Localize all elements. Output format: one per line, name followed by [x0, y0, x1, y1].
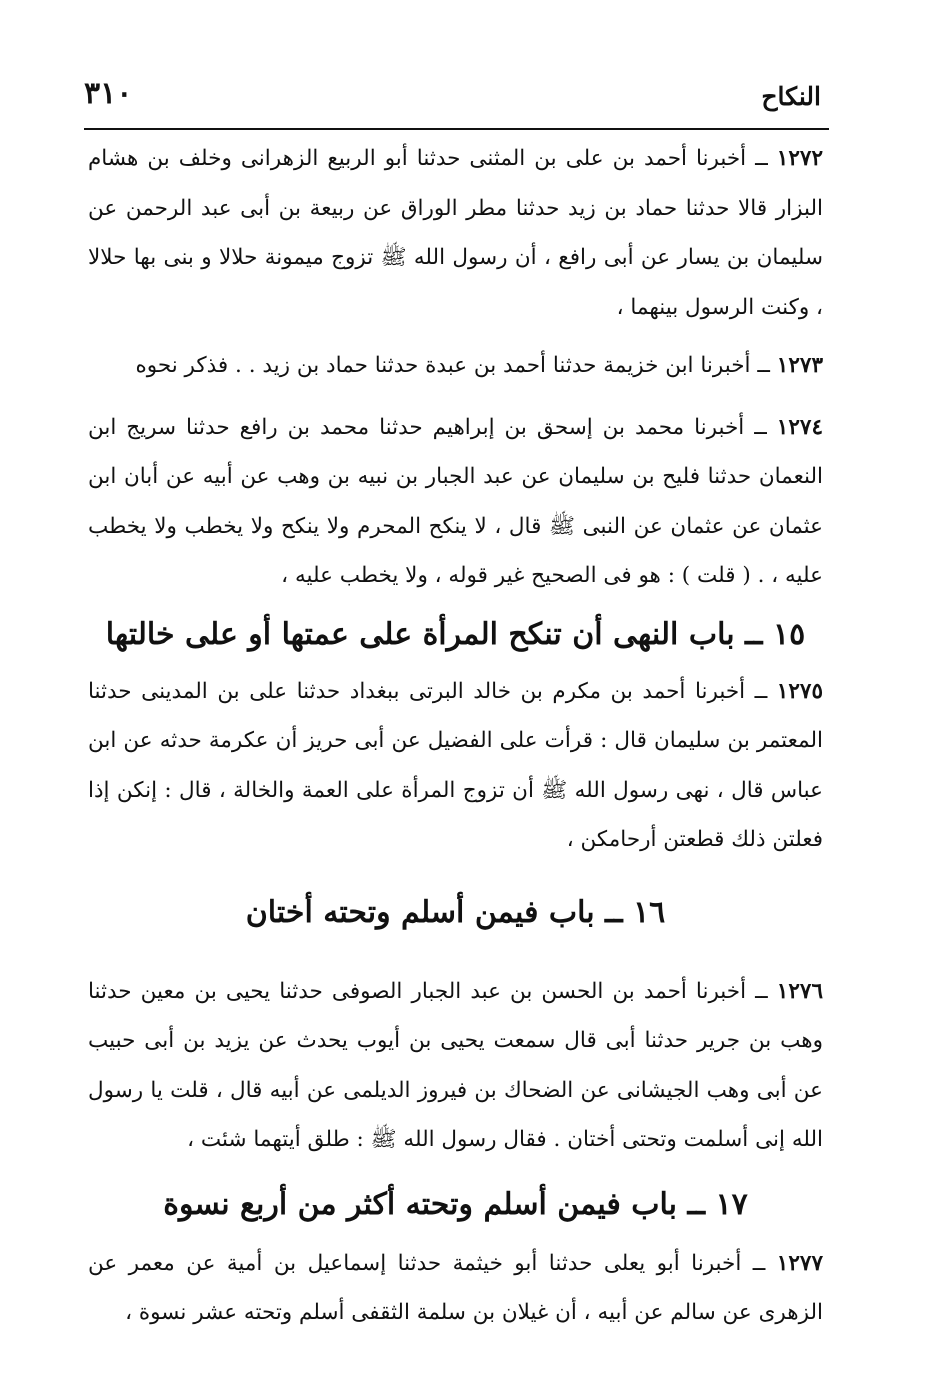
- hadith-text: ــ أخبرنا محمد بن إسحق بن إبراهيم حدثنا محمد بن رافع حدثنا سريج ابن النعمان حدثنا فليح بن سليمان عن عبد الجبار بن نبيه بن وهب عن أبيه عن أبان ابن عثمان عن عثمان عن النبى ﷺ قال ، لا ينكح المحرم ولا ينكح ولا يخطب ولا يخطب عليه ، . ( قلت ) : هو فى الصحيح غير قوله ، ولا يخطب عليه ،: [88, 414, 823, 588]
- chapter-title: النكاح: [761, 82, 821, 111]
- page-header: [84, 76, 821, 124]
- section-heading-16: ١٦ ــ باب فيمن أسلم وتحته أختان: [245, 894, 666, 930]
- hadith-text: ــ أخبرنا أبو يعلى حدثنا أبو خيثمة حدثنا إسماعيل بن أمية عن معمر عن الزهرى عن سالم عن أبيه ، أن غيلان بن سلمة الثقفى أسلم وتحته عشر نسوة ،: [88, 1250, 823, 1325]
- hadith-text: ــ أخبرنا أحمد بن مكرم بن خالد البرتى ببغداد حدثنا على بن المدينى حدثنا المعتمر بن سليمان قال : قرأت على الفضيل عن أبى حريز أن عكرمة حدثه عن ابن عباس قال ، نهى رسول الله ﷺ أن تزوج المرأة على العمة والخالة ، قال : إنكن إذا فعلتن ذلك قطعتن أرحامكن ،: [88, 678, 823, 852]
- hadith-number: ١٢٧٣: [776, 353, 823, 378]
- hadith-number: ١٢٧٢: [776, 146, 823, 171]
- page-body: [88, 134, 823, 1338]
- header-rule: [84, 128, 829, 130]
- hadith-1272: [88, 134, 823, 332]
- hadith-text: ــ أخبرنا أحمد بن على بن المثنى حدثنا أبو الربيع الزهرانى وخلف بن هشام البزار قالا حدثنا حماد بن زيد حدثنا مطر الوراق عن ربيعة بن أبى عبد الرحمن عن سليمان بن يسار عن أبى رافع ، أن رسول الله ﷺ تزوج ميمونة حلالا و بنى بها حلالا ، وكنت الرسول بينهما ،: [88, 146, 823, 320]
- hadith-text: ــ أخبرنا ابن خزيمة حدثنا أحمد بن عبدة حدثنا حماد بن زيد . . فذكر نحوه: [135, 353, 777, 378]
- hadith-1274: [88, 403, 823, 601]
- hadith-number: ١٢٧٤: [776, 414, 823, 440]
- hadith-text: ــ أخبرنا أحمد بن الحسن بن عبد الجبار الصوفى حدثنا يحيى بن معين حدثنا وهب بن جرير حدثنا أبى قال سمعت يحيى بن أيوب يحدث عن يزيد بن أبى حبيب عن أبى وهب الجيشانى عن الضحاك بن فيروز الديلمى عن أبيه قال ، قلت يا رسول الله إنى أسلمت وتحتى أختان . فقال رسول الله ﷺ : طلق أيتهما شئت ،: [88, 978, 823, 1152]
- hadith-1277: [88, 1239, 823, 1338]
- hadith-1275: [88, 667, 823, 865]
- hadith-number: ١٢٧٧: [776, 1250, 823, 1276]
- section-heading-17: ١٧ ــ باب فيمن أسلم وتحته أكثر من أربع نسوة: [163, 1186, 748, 1222]
- spacer: [88, 332, 823, 341]
- hadith-1273: [88, 341, 823, 391]
- page-number: ٣١٠: [84, 76, 133, 111]
- hadith-number: ١٢٧٥: [776, 678, 823, 704]
- section-heading-15: ١٥ ــ باب النهى أن تنكح المرأة على عمتها أو على خالتها: [105, 616, 806, 652]
- hadith-1276: [88, 967, 823, 1165]
- spacer: [88, 391, 823, 403]
- hadith-number: ١٢٧٦: [776, 978, 823, 1004]
